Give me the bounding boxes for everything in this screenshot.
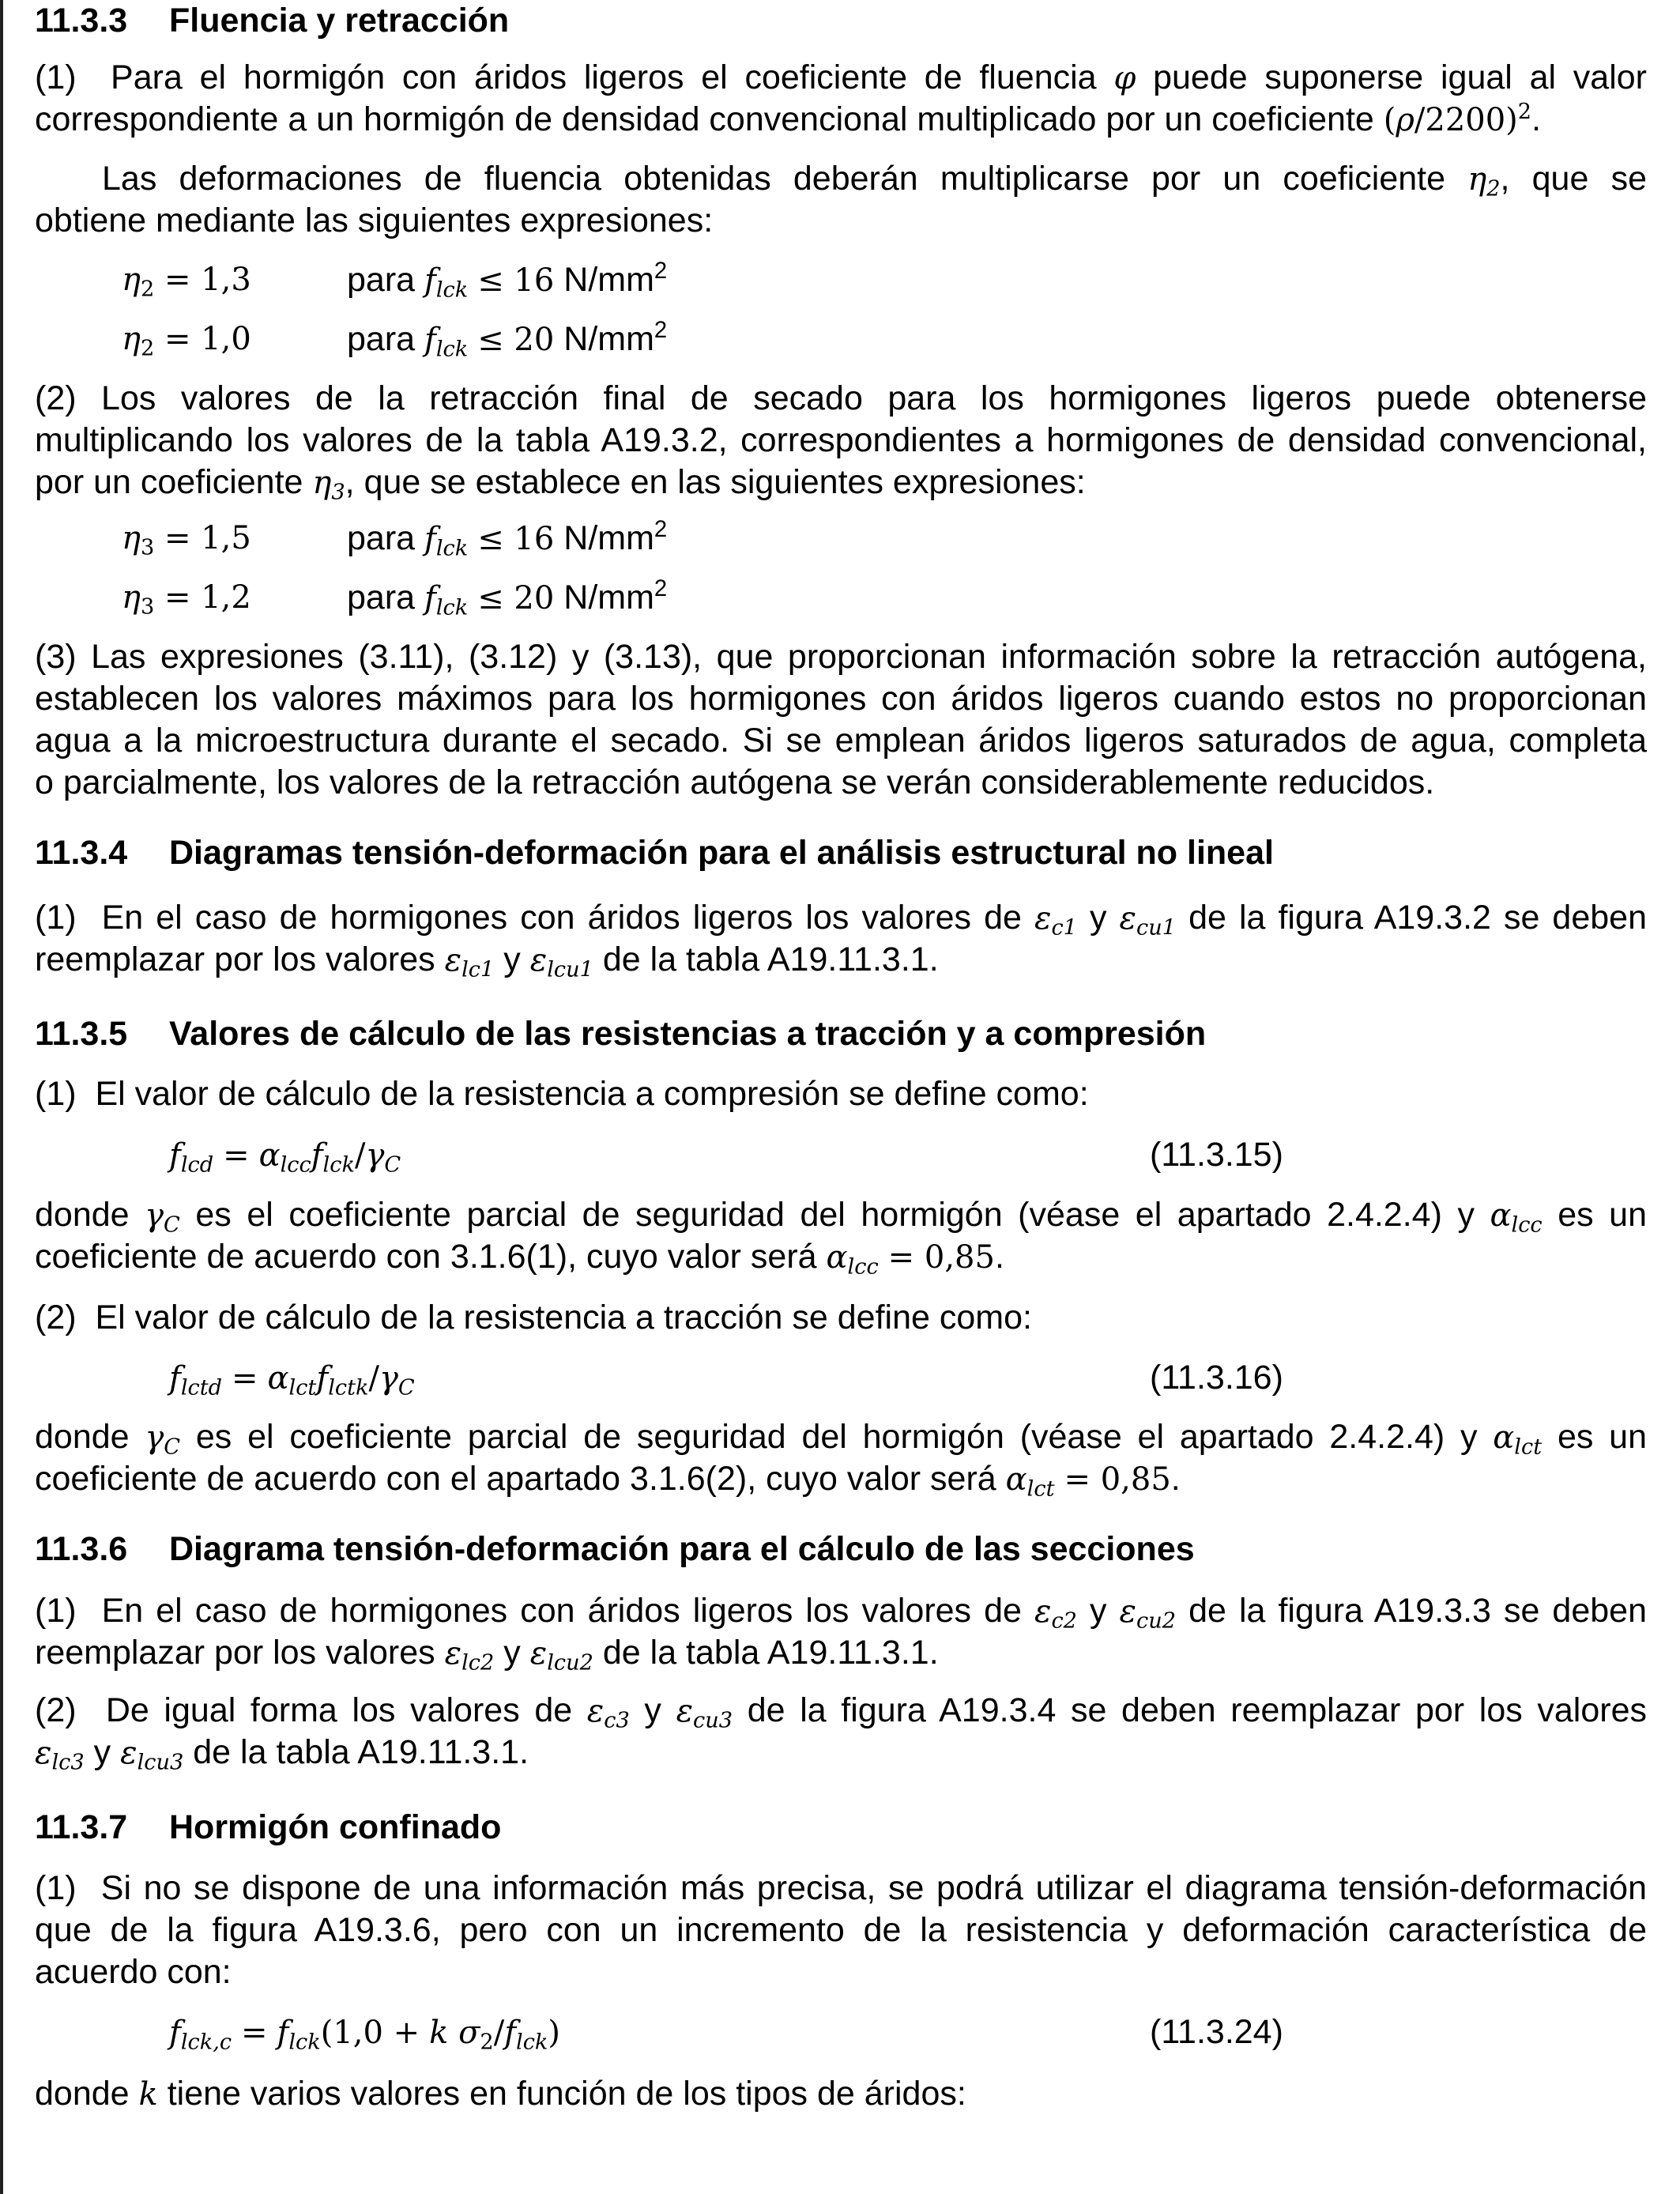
section-number: 11.3.5 [35,1015,128,1053]
section-heading-11-3-5 [35,1013,1647,1055]
paragraph-k-values: donde k tiene varios valores en función de los tipos de áridos: [35,2075,966,2113]
section-title: Valores de cálculo de las resistencias a tracción y a compresión [169,1015,1207,1053]
paragraph-autogenous-line-3: agua a la microestructura durante el secado. Si se emplean áridos ligeros saturados de agua, completa [35,722,1647,760]
paragraph-shrinkage-line-3: por un coeficiente $\eta_3$, que se establece en las siguientes expresiones: [35,463,1086,505]
section-number: 11.3.7 [35,1808,128,1846]
paragraph-autogenous-line-2: establecen los valores máximos para los hormigones con áridos ligeros cuando estos no proporcionan [35,680,1647,718]
paragraph-eps3-line-2: $\varepsilon_{lc3}$ y $\varepsilon_{lcu3}$ de la tabla A19.11.3.1. [35,1733,529,1775]
equation-number: (11.3.15) [1150,1136,1283,1174]
paragraph-confined-line-3: acuerdo con: [35,1953,232,1991]
paragraph-shrinkage-line-1: (2) Los valores de la retracción final de secado para los hormigones ligeros puede obtenerse [35,379,1647,417]
section-title: Fluencia y retracción [169,2,510,40]
section-heading-11-3-4 [35,832,1647,874]
paragraph-creep-line-2: correspondiente a un hormigón de densidad convencional multiplicado por un coeficiente $(\rho/2200)^2$. [35,100,1542,138]
section-number: 11.3.3 [35,2,128,40]
equation-flck-c: $f_{lck,c} = f_{lck}(1,0 + k$ $\sigma_2/f_{lck}$) [169,2015,561,2055]
paragraph-creep-line-1: (1) Para el hormigón con áridos ligeros el coeficiente de fluencia φ puede suponerse igual al valor [35,58,1647,96]
paragraph-gamma-c-line-2: coeficiente de acuerdo con 3.1.6(1), cuyo valor será $\alpha_{lcc} = 0,85$. [35,1238,1004,1280]
paragraph-confined-line-1: (1) Si no se dispone de una información más precisa, se podrá utilizar el diagrama tensión-deformación [35,1869,1647,1907]
equation-number: (11.3.24) [1150,2013,1283,2051]
section-title: Diagramas tensión-deformación para el análisis estructural no lineal [169,834,1274,872]
paragraph-gamma-c-line-1: donde $\gamma_C$ es el coeficiente parcial de seguridad del hormigón (véase el apartado 2.4.2.4) y $\alpha_{lcc}$ es un [35,1196,1647,1238]
paragraph-nonlinear-line-2: reemplazar por los valores $\varepsilon_{lc1}$ y $\varepsilon_{lcu1}$ de la tabla A19.11.3.1. [35,941,939,982]
paragraph-sections-line-1: (1) En el caso de hormigones con áridos ligeros los valores de $\varepsilon_{c2}$ y $\varepsilon_{cu2}$ de la figura A19.3.3 se deben [35,1592,1647,1634]
paragraph-eps3-line-1: (2) De igual forma los valores de $\varepsilon_{c3}$ y $\varepsilon_{cu3}$ de la figura A19.3.4 se deben reemplazar por los valores [35,1691,1647,1733]
paragraph-autogenous-line-4: o parcialmente, los valores de la retracción autógena se verán considerablemente reducidos. [35,763,1435,801]
document-page: 11.3.3 Fluencia y retracción (1) Para el hormigón con áridos ligeros el coeficiente de fluencia φ puede suponerse igual al valor correspondiente a un hormigón de densidad convencional multiplicado por un coeficiente $(\rho/2200)^2$. Las deformaciones de fluencia obtenidas deberán multiplicarse por un coeficiente $\eta_2$, que se obtiene mediante las siguientes expresiones: $\eta_2 = 1,3$ para $f_{lck} \le 16$ $N/mm^2$ $\eta_2 = 1,0$ para $f_{lck} \le 20$ $N/mm^2$ (2) Los valores de la retracción final de secado para los hormigones ligeros puede obtenerse multiplicando los valores de la tabla A19.3.2, correspondientes a hormigones de densidad convencional, por un coeficiente $\eta_3$, que se establece en las siguientes expresiones: $\eta_3 = 1,5$ para $f_{lck} \le 16$ $N/mm^2$ $\eta_3 = 1,2$ para $f_{lck} \le 20$ $N/mm^2$ (3) Las expresiones (3.11), (3.12) y (3.13), que proporcionan información sobre la retracción autógena, establecen los valores máximos para los hormigones con áridos ligeros cuando estos no proporcionan agua a la microestructura durante el secado. Si se emplean áridos ligeros saturados de agua, completa o parcialmente, los valores de la retracción autógena se verán considerablemente reducidos. 11.3.4 Diagramas tensión-deformación para el análisis estructural no lineal (1) En el caso de hormigones con áridos ligeros los valores de $\varepsilon_{c1}$ y $\varepsilon_{cu1}$ de la figura A19.3.2 se deben reemplazar por los valores $\varepsilon_{lc1}$ y $\varepsilon_{lcu1}$ de la tabla A19.11.3.1. 11.3.5 Valores de cálculo de las resistencias a tracción y a compresión (1) El valor de cálculo de la resistencia a compresión se define como: $f_{lcd} = \alpha_{lcc}f_{lck}/\gamma_C$ (11.3.15) donde $\gamma_C$ es el coeficiente parcial de seguridad del hormigón (véase el apartado 2.4.2.4) y $\alpha_{lcc}$ es un coeficiente de acuerdo con 3.1.6(1), cuyo valor será $\alpha_{lcc} = 0,85$. (2) El valor de cálculo de la resistencia a tracción se define como: $f_{lctd} = \alpha_{lct}f_{lctk}/\gamma_C$ (11.3.16) donde $\gamma_C$ es el coeficiente parcial de seguridad del hormigón (véase el apartado 2.4.2.4) y $\alpha_{lct}$ es un coeficiente de acuerdo con el apartado 3.1.6(2), cuyo valor será $\alpha_{lct} = 0,85$. 11.3.6 Diagrama tensión-deformación para el cálculo de las secciones (1) En el caso de hormigones con áridos ligeros los valores de $\varepsilon_{c2}$ y $\varepsilon_{cu2}$ de la figura A19.3.3 se deben reemplazar por los valores $\varepsilon_{lc2}$ y $\varepsilon_{lcu2}$ de la tabla A19.11.3.1. (2) De igual forma los valores de $\varepsilon_{c3}$ y $\varepsilon_{cu3}$ de la figura A19.3.4 se deben reemplazar por los valores $\varepsilon_{lc3}$ y $\varepsilon_{lcu3}$ de la tabla A19.11.3.1. 11.3.7 Hormigón confinado (1) Si no se dispone de una información más precisa, se podrá utilizar el diagrama tensión-deformación que de la figura A19.3.6, pero con un incremento de la resistencia y deformación característica de acuerdo con: $f_{lck,c} = f_{lck}(1,0 + k$ $\sigma_2/f_{lck}$) (11.3.24) donde k tiene varios valores en función de los tipos de áridos: [0,0,1680,2194]
equation-flcd: $f_{lcd} = \alpha_{lcc}f_{lck}/\gamma_C$ [169,1137,401,1178]
equation-number: (11.3.16) [1150,1359,1283,1397]
paragraph-sections-line-2: reemplazar por los valores $\varepsilon_{lc2}$ y $\varepsilon_{lcu2}$ de la tabla A19.11.3.1. [35,1634,939,1676]
section-number: 11.3.6 [35,1530,128,1568]
paragraph-tension-intro: (2) El valor de cálculo de la resistencia a tracción se define como: [35,1299,1032,1336]
paragraph-eta2-line-1: Las deformaciones de fluencia obtenidas deberán multiplicarse por un coeficiente $\eta_2$, que se [102,160,1648,202]
paragraph-eta2-line-2: obtiene mediante las siguientes expresiones: [35,202,714,239]
section-title: Hormigón confinado [169,1808,502,1846]
section-heading-11-3-7 [35,1807,1647,1849]
paragraph-alpha-lct-line-1: donde $\gamma_C$ es el coeficiente parcial de seguridad del hormigón (véase el apartado 2.4.2.4) y $\alpha_{lct}$ es un [35,1418,1647,1460]
section-title: Diagrama tensión-deformación para el cálculo de las secciones [169,1530,1195,1568]
paragraph-nonlinear-line-1: (1) En el caso de hormigones con áridos ligeros los valores de $\varepsilon_{c1}$ y $\varepsilon_{cu1}$ de la figura A19.3.2 se deben [35,899,1647,941]
paragraph-autogenous-line-1: (3) Las expresiones (3.11), (3.12) y (3.13), que proporcionan información sobre la retracción autógena, [35,638,1647,676]
paragraph-compression-intro: (1) El valor de cálculo de la resistencia a compresión se define como: [35,1075,1089,1113]
section-heading-11-3-3 [35,0,1647,42]
section-heading-11-3-6 [35,1529,1647,1570]
paragraph-shrinkage-line-2: multiplicando los valores de la tabla A19.3.2, correspondientes a hormigones de densidad convencional, [35,421,1647,459]
equation-flctd: $f_{lctd} = \alpha_{lct}f_{lctk}/\gamma_C$ [169,1360,415,1400]
paragraph-alpha-lct-line-2: coeficiente de acuerdo con el apartado 3.1.6(2), cuyo valor será $\alpha_{lct} = 0,85$. [35,1460,1181,1502]
section-number: 11.3.4 [35,834,128,872]
paragraph-confined-line-2: que de la figura A19.3.6, pero con un incremento de la resistencia y deformación característica de [35,1911,1647,1949]
